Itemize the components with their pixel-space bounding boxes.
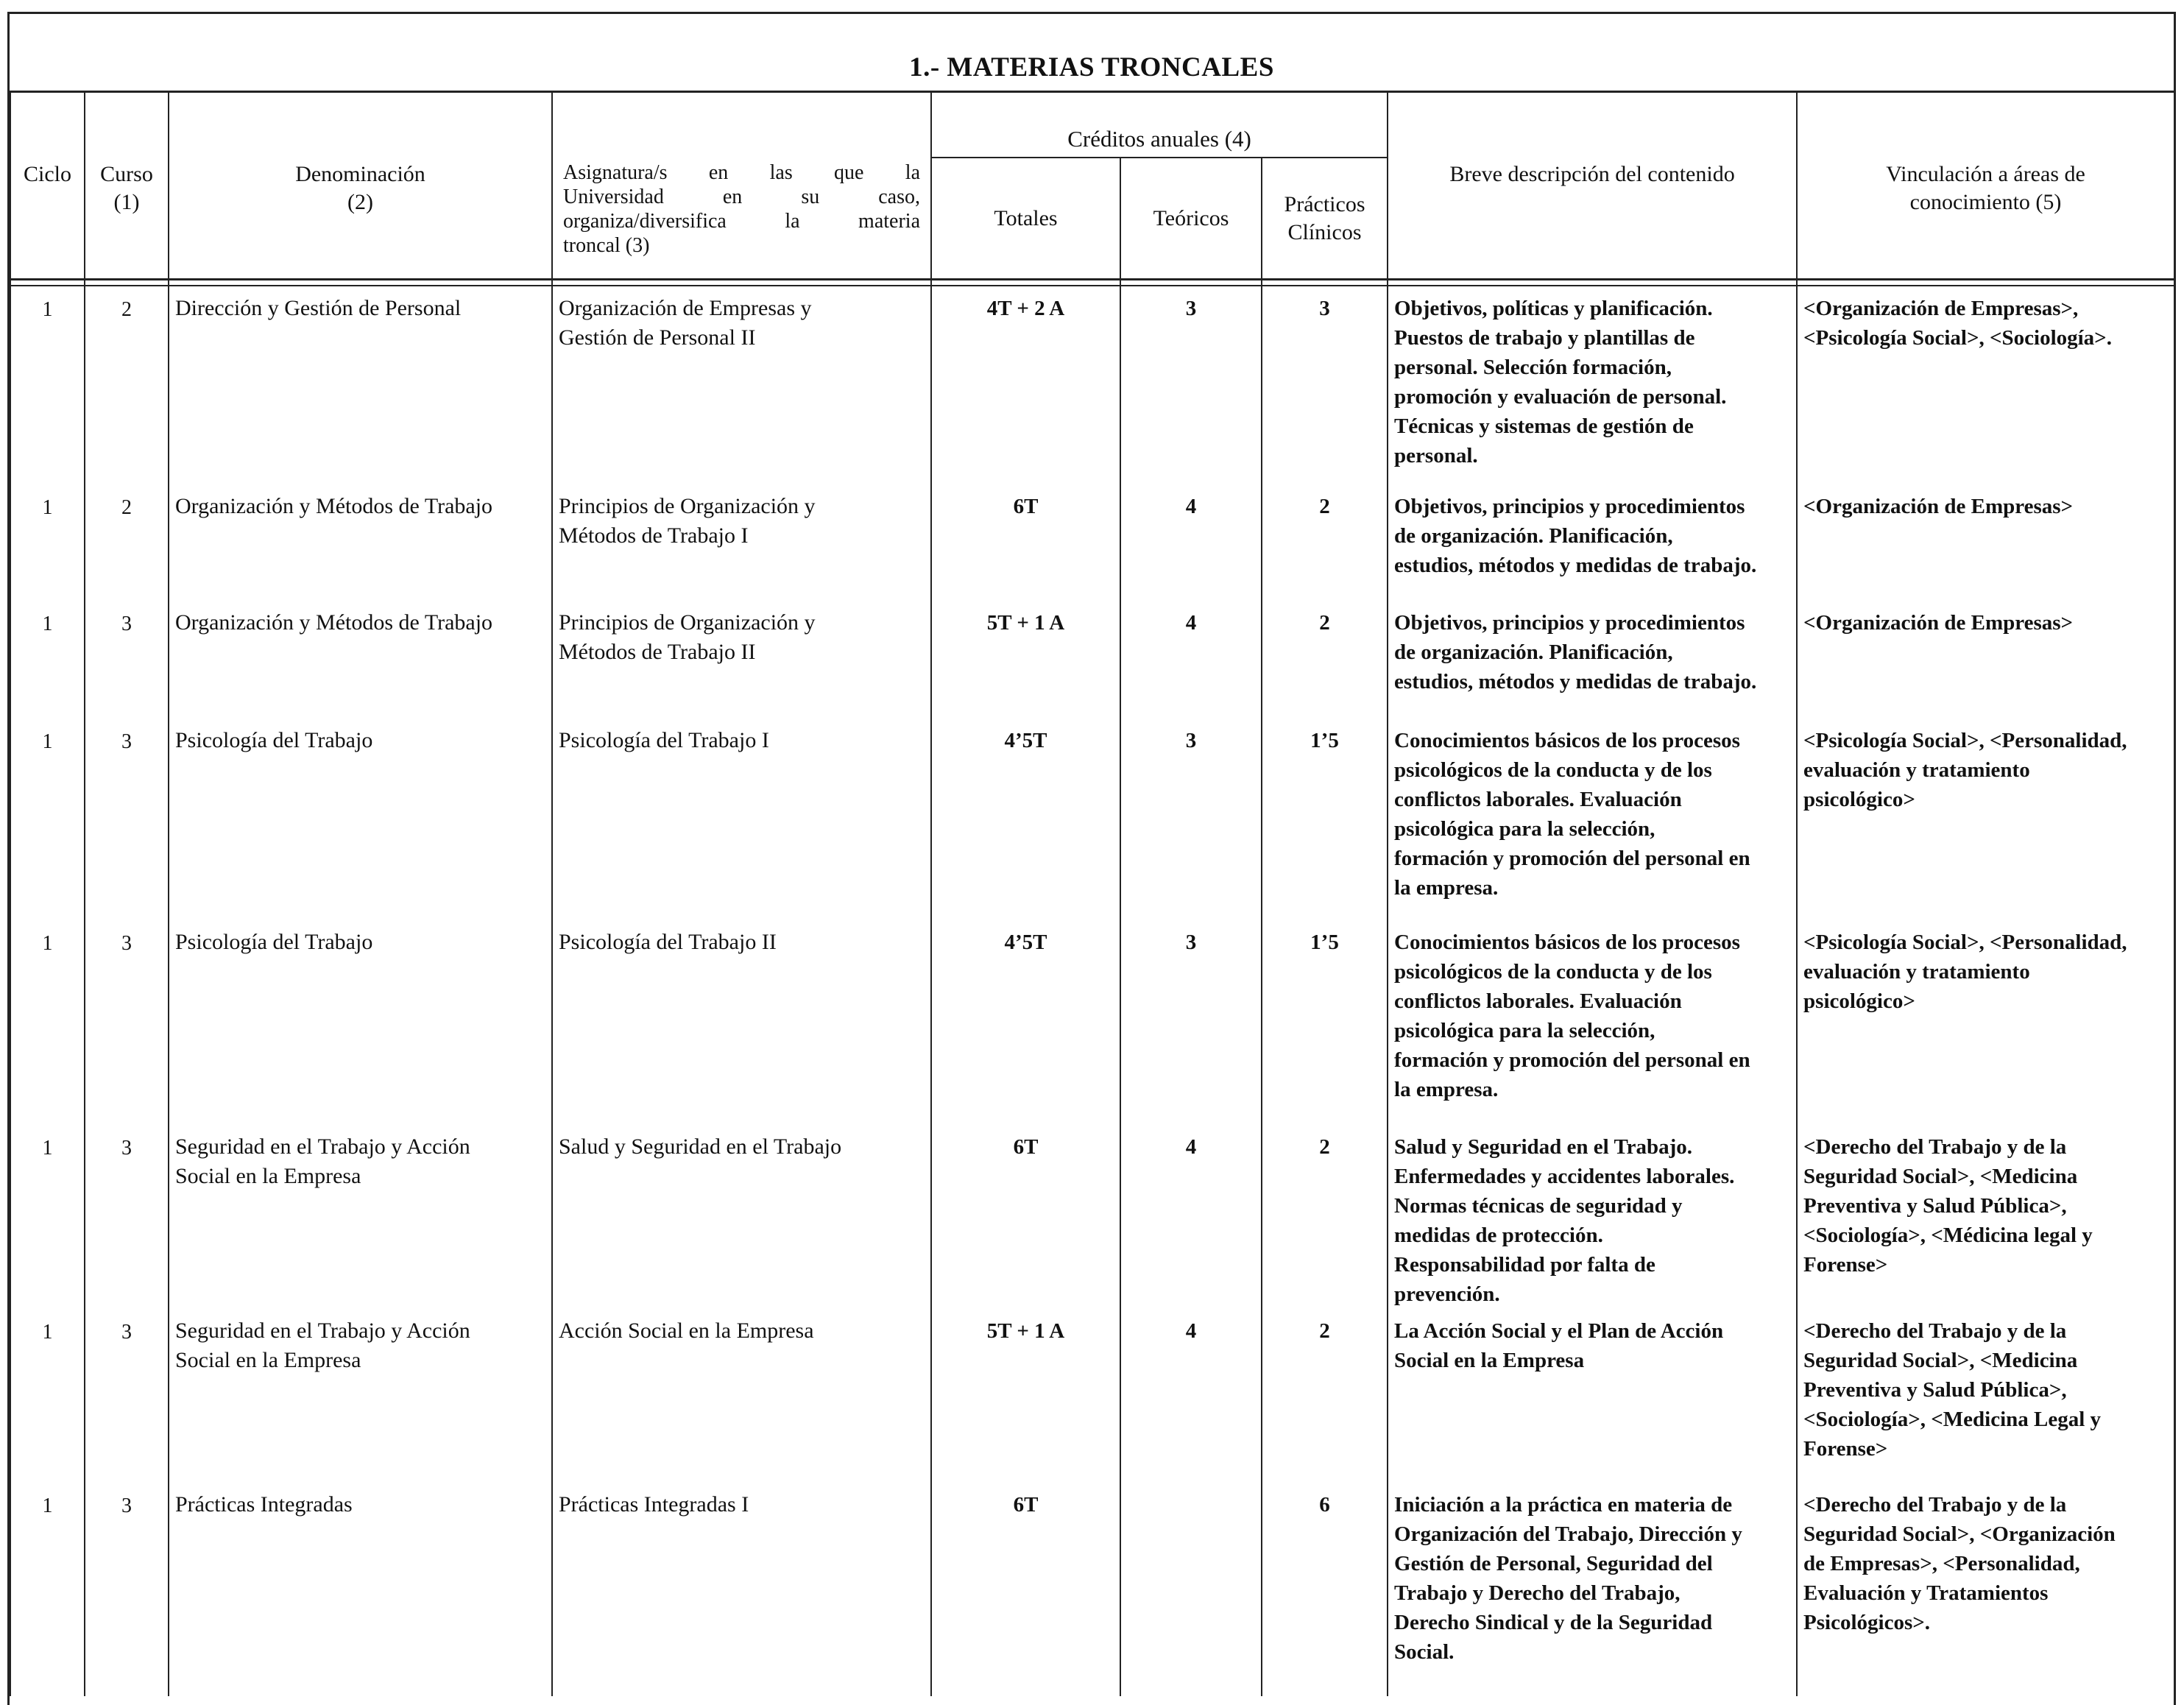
header-curso-line: (1) — [113, 190, 140, 214]
cell-descripcion-line: Salud y Seguridad en el Trabajo. — [1394, 1135, 1693, 1159]
materias-table — [10, 91, 2175, 1696]
cell-asignatura — [552, 719, 931, 920]
cell-descripcion-line: medidas de protección. — [1394, 1224, 1603, 1247]
cell-asignatura-line: Métodos de Trabajo II — [559, 640, 756, 664]
cell-vinculacion-line: psicológico> — [1803, 989, 1915, 1013]
cell-asignatura-line: Psicología del Trabajo II — [559, 930, 777, 954]
header-asignatura-line: troncal (3) — [563, 234, 650, 257]
cell-ciclo: 1 — [10, 920, 85, 1125]
header-denominacion-line: Denominación — [295, 162, 425, 186]
cell-descripcion-line: Enfermedades y accidentes laborales. — [1394, 1165, 1735, 1188]
cell-practicos: 2 — [1262, 484, 1388, 601]
cell-vinculacion-line: Preventiva y Salud Pública>, — [1803, 1194, 2067, 1218]
header-teoricos: Teóricos — [1120, 158, 1262, 280]
cell-descripcion-line: Trabajo y Derecho del Trabajo, — [1394, 1581, 1681, 1605]
header-blank-vinculacion — [1797, 91, 2174, 158]
cell-descripcion-line: la empresa. — [1394, 1078, 1499, 1101]
cell-asignatura — [552, 1483, 931, 1696]
cell-descripcion-line: formación y promoción del personal en — [1394, 847, 1750, 870]
header-asignatura-line: organiza/diversifica la materia — [563, 210, 920, 233]
cell-denominacion — [169, 1309, 552, 1483]
cell-asignatura-line: Organización de Empresas y — [559, 296, 812, 320]
cell-teoricos: 3 — [1120, 286, 1262, 484]
cell-teoricos: 3 — [1120, 920, 1262, 1125]
cell-vinculacion-line: de Empresas>, <Personalidad, — [1803, 1552, 2080, 1575]
cell-vinculacion-line: Forense> — [1803, 1253, 1888, 1277]
cell-practicos: 1’5 — [1262, 719, 1388, 920]
header-totales: Totales — [931, 158, 1120, 280]
cell-asignatura-line: Salud y Seguridad en el Trabajo — [559, 1134, 842, 1159]
cell-vinculacion — [1797, 719, 2174, 920]
cell-descripcion-line: personal. Selección formación, — [1394, 356, 1672, 379]
header-vinculacion-line: Vinculación a áreas de — [1886, 162, 2085, 186]
cell-descripcion-line: promoción y evaluación de personal. — [1394, 385, 1727, 409]
header-practicos — [1262, 158, 1388, 280]
cell-ciclo: 1 — [10, 1483, 85, 1696]
cell-denominacion — [169, 1483, 552, 1696]
header-curso-line: Curso — [100, 162, 153, 186]
cell-vinculacion-line: Seguridad Social>, <Medicina — [1803, 1165, 2078, 1188]
cell-practicos: 2 — [1262, 1309, 1388, 1483]
cell-teoricos: 4 — [1120, 1125, 1262, 1309]
header-practicos-line: Clínicos — [1287, 219, 1362, 244]
cell-asignatura — [552, 1309, 931, 1483]
header-practicos-line: Prácticos — [1284, 191, 1365, 216]
cell-totales: 6T — [931, 484, 1120, 601]
cell-vinculacion-line: <Sociología>, <Médicina legal y — [1803, 1224, 2093, 1247]
cell-curso: 3 — [85, 1483, 169, 1696]
cell-denominacion — [169, 719, 552, 920]
cell-vinculacion-line: Psicológicos>. — [1803, 1611, 1931, 1634]
cell-descripcion-line: La Acción Social y el Plan de Acción — [1394, 1319, 1724, 1343]
cell-totales: 5T + 1 A — [931, 601, 1120, 719]
cell-ciclo: 1 — [10, 601, 85, 719]
cell-descripcion — [1388, 920, 1797, 1125]
cell-descripcion-line: Responsabilidad por falta de — [1394, 1253, 1655, 1277]
cell-descripcion-line: Objetivos, políticas y planificación. — [1394, 297, 1713, 320]
table-row — [10, 719, 2174, 920]
header-blank-denominacion — [169, 91, 552, 158]
cell-denominacion-line: Social en la Empresa — [175, 1348, 361, 1372]
cell-descripcion-line: Gestión de Personal, Seguridad del — [1394, 1552, 1713, 1575]
header-blank-descripcion — [1388, 91, 1797, 158]
cell-vinculacion-line: <Organización de Empresas> — [1803, 495, 2074, 518]
cell-ciclo: 1 — [10, 1125, 85, 1309]
cell-practicos: 3 — [1262, 286, 1388, 484]
cell-asignatura-line: Métodos de Trabajo I — [559, 523, 749, 548]
cell-descripcion-line: psicológica para la selección, — [1394, 1019, 1655, 1042]
header-asignatura — [552, 158, 931, 280]
header-denominacion — [169, 158, 552, 280]
cell-asignatura-line: Principios de Organización y — [559, 494, 816, 518]
troncales-sheet — [7, 12, 2176, 1705]
cell-teoricos: 3 — [1120, 719, 1262, 920]
cell-practicos: 2 — [1262, 1125, 1388, 1309]
cell-asignatura-line: Prácticas Integradas I — [559, 1492, 749, 1517]
cell-curso: 3 — [85, 601, 169, 719]
header-vinculacion — [1797, 158, 2174, 280]
table-row — [10, 1125, 2174, 1309]
header-descripcion: Breve descripción del contenido — [1388, 158, 1797, 280]
cell-vinculacion-line: <Derecho del Trabajo y de la — [1803, 1493, 2067, 1517]
cell-vinculacion — [1797, 1483, 2174, 1696]
cell-vinculacion — [1797, 1125, 2174, 1309]
cell-vinculacion — [1797, 484, 2174, 601]
header-blank-asignatura — [552, 91, 931, 158]
cell-totales: 6T — [931, 1125, 1120, 1309]
cell-descripcion-line: Derecho Sindical y de la Seguridad — [1394, 1611, 1713, 1634]
cell-asignatura — [552, 484, 931, 601]
cell-totales: 4T + 2 A — [931, 286, 1120, 484]
table-header — [10, 91, 2174, 286]
cell-descripcion — [1388, 1483, 1797, 1696]
cell-denominacion — [169, 484, 552, 601]
cell-vinculacion — [1797, 1309, 2174, 1483]
cell-descripcion-line: Organización del Trabajo, Dirección y — [1394, 1522, 1742, 1546]
cell-denominacion-line: Organización y Métodos de Trabajo — [175, 494, 493, 518]
cell-asignatura — [552, 601, 931, 719]
cell-totales: 4’5T — [931, 719, 1120, 920]
cell-asignatura-line: Principios de Organización y — [559, 610, 816, 635]
cell-vinculacion — [1797, 601, 2174, 719]
cell-denominacion-line: Seguridad en el Trabajo y Acción — [175, 1134, 470, 1159]
title-band — [10, 14, 2174, 93]
cell-denominacion — [169, 1125, 552, 1309]
cell-descripcion-line: Iniciación a la práctica en materia de — [1394, 1493, 1733, 1517]
cell-ciclo: 1 — [10, 484, 85, 601]
cell-curso: 2 — [85, 484, 169, 601]
cell-curso: 3 — [85, 1309, 169, 1483]
cell-descripcion-line: Normas técnicas de seguridad y — [1394, 1194, 1683, 1218]
cell-teoricos: 4 — [1120, 1309, 1262, 1483]
cell-denominacion-line: Dirección y Gestión de Personal — [175, 296, 462, 320]
cell-vinculacion-line: <Psicología Social>, <Personalidad, — [1803, 931, 2127, 954]
cell-practicos: 6 — [1262, 1483, 1388, 1696]
cell-teoricos: 4 — [1120, 601, 1262, 719]
cell-practicos: 2 — [1262, 601, 1388, 719]
cell-descripcion-line: psicológicos de la conducta y de los — [1394, 758, 1712, 782]
cell-curso: 3 — [85, 920, 169, 1125]
cell-descripcion-line: la empresa. — [1394, 876, 1499, 900]
cell-ciclo: 1 — [10, 1309, 85, 1483]
cell-descripcion-line: formación y promoción del personal en — [1394, 1048, 1750, 1072]
header-asignatura-line: Asignatura/s en las que la — [563, 161, 920, 184]
cell-denominacion-line: Psicología del Trabajo — [175, 728, 373, 752]
cell-descripcion — [1388, 484, 1797, 601]
cell-teoricos — [1120, 1483, 1262, 1696]
table-body — [10, 286, 2174, 1696]
cell-descripcion-line: conflictos laborales. Evaluación — [1394, 788, 1682, 811]
cell-vinculacion-line: <Psicología Social>, <Personalidad, — [1803, 729, 2127, 752]
cell-vinculacion-line: <Organización de Empresas> — [1803, 611, 2074, 635]
cell-denominacion-line: Prácticas Integradas — [175, 1492, 353, 1517]
cell-descripcion-line: personal. — [1394, 444, 1478, 467]
cell-descripcion-line: psicológica para la selección, — [1394, 817, 1655, 841]
cell-descripcion-line: Conocimientos básicos de los procesos — [1394, 729, 1740, 752]
cell-denominacion-line: Social en la Empresa — [175, 1164, 361, 1188]
cell-denominacion-line: Seguridad en el Trabajo y Acción — [175, 1319, 470, 1343]
cell-descripcion-line: Objetivos, principios y procedimientos — [1394, 495, 1745, 518]
cell-vinculacion-line: Evaluación y Tratamientos — [1803, 1581, 2049, 1605]
cell-totales: 5T + 1 A — [931, 1309, 1120, 1483]
cell-curso: 3 — [85, 719, 169, 920]
cell-asignatura-line: Gestión de Personal II — [559, 325, 756, 350]
cell-descripcion-line: Objetivos, principios y procedimientos — [1394, 611, 1745, 635]
cell-denominacion — [169, 286, 552, 484]
cell-totales: 6T — [931, 1483, 1120, 1696]
header-curso — [85, 158, 169, 280]
cell-vinculacion-line: evaluación y tratamiento — [1803, 960, 2030, 984]
cell-ciclo: 1 — [10, 286, 85, 484]
cell-descripcion-line: Conocimientos básicos de los procesos — [1394, 931, 1740, 954]
header-blank-curso — [85, 91, 169, 158]
cell-vinculacion-line: evaluación y tratamiento — [1803, 758, 2030, 782]
table-row — [10, 601, 2174, 719]
cell-descripcion-line: psicológicos de la conducta y de los — [1394, 960, 1712, 984]
cell-denominacion — [169, 601, 552, 719]
cell-ciclo: 1 — [10, 719, 85, 920]
cell-vinculacion-line: Preventiva y Salud Pública>, — [1803, 1378, 2067, 1402]
table-row — [10, 1309, 2174, 1483]
section-title: 1.- MATERIAS TRONCALES — [909, 52, 1274, 82]
header-creditos: Créditos anuales (4) — [931, 91, 1388, 158]
cell-descripcion-line: Técnicas y sistemas de gestión de — [1394, 414, 1694, 438]
cell-asignatura — [552, 286, 931, 484]
cell-descripcion-line: prevención. — [1394, 1282, 1500, 1306]
cell-descripcion — [1388, 601, 1797, 719]
cell-descripcion-line: estudios, métodos y medidas de trabajo. — [1394, 670, 1757, 693]
header-blank-ciclo — [10, 91, 85, 158]
cell-vinculacion-line: <Psicología Social>, <Sociología>. — [1803, 326, 2112, 350]
cell-asignatura-line: Acción Social en la Empresa — [559, 1319, 814, 1343]
table-row — [10, 1483, 2174, 1696]
cell-practicos: 1’5 — [1262, 920, 1388, 1125]
cell-vinculacion-line: Seguridad Social>, <Medicina — [1803, 1349, 2078, 1372]
cell-descripcion-line: de organización. Planificación, — [1394, 524, 1673, 548]
cell-asignatura — [552, 1125, 931, 1309]
cell-descripcion-line: Social en la Empresa — [1394, 1349, 1585, 1372]
cell-descripcion — [1388, 286, 1797, 484]
cell-teoricos: 4 — [1120, 484, 1262, 601]
cell-descripcion-line: Puestos de trabajo y plantillas de — [1394, 326, 1695, 350]
cell-vinculacion-line: <Derecho del Trabajo y de la — [1803, 1319, 2067, 1343]
cell-asignatura-line: Psicología del Trabajo I — [559, 728, 769, 752]
table-row — [10, 484, 2174, 601]
cell-denominacion — [169, 920, 552, 1125]
cell-denominacion-line: Organización y Métodos de Trabajo — [175, 610, 493, 635]
cell-descripcion-line: Social. — [1394, 1640, 1455, 1664]
cell-descripcion — [1388, 1125, 1797, 1309]
header-vinculacion-line: conocimiento (5) — [1909, 190, 2062, 214]
header-denominacion-line: (2) — [347, 190, 373, 214]
cell-vinculacion — [1797, 286, 2174, 484]
cell-vinculacion-line: <Organización de Empresas>, — [1803, 297, 2079, 320]
cell-vinculacion — [1797, 920, 2174, 1125]
cell-curso: 3 — [85, 1125, 169, 1309]
cell-vinculacion-line: <Sociología>, <Medicina Legal y — [1803, 1408, 2102, 1431]
cell-vinculacion-line: <Derecho del Trabajo y de la — [1803, 1135, 2067, 1159]
cell-curso: 2 — [85, 286, 169, 484]
table-row — [10, 286, 2174, 484]
header-asignatura-line: Universidad en su caso, — [563, 186, 920, 208]
cell-descripcion — [1388, 719, 1797, 920]
cell-descripcion-line: estudios, métodos y medidas de trabajo. — [1394, 554, 1757, 577]
cell-denominacion-line: Psicología del Trabajo — [175, 930, 373, 954]
cell-asignatura — [552, 920, 931, 1125]
cell-vinculacion-line: Forense> — [1803, 1437, 1888, 1461]
cell-totales: 4’5T — [931, 920, 1120, 1125]
cell-descripcion — [1388, 1309, 1797, 1483]
table-row — [10, 920, 2174, 1125]
header-ciclo: Ciclo — [10, 158, 85, 280]
cell-vinculacion-line: Seguridad Social>, <Organización — [1803, 1522, 2116, 1546]
cell-descripcion-line: de organización. Planificación, — [1394, 640, 1673, 664]
cell-descripcion-line: conflictos laborales. Evaluación — [1394, 989, 1682, 1013]
cell-vinculacion-line: psicológico> — [1803, 788, 1915, 811]
